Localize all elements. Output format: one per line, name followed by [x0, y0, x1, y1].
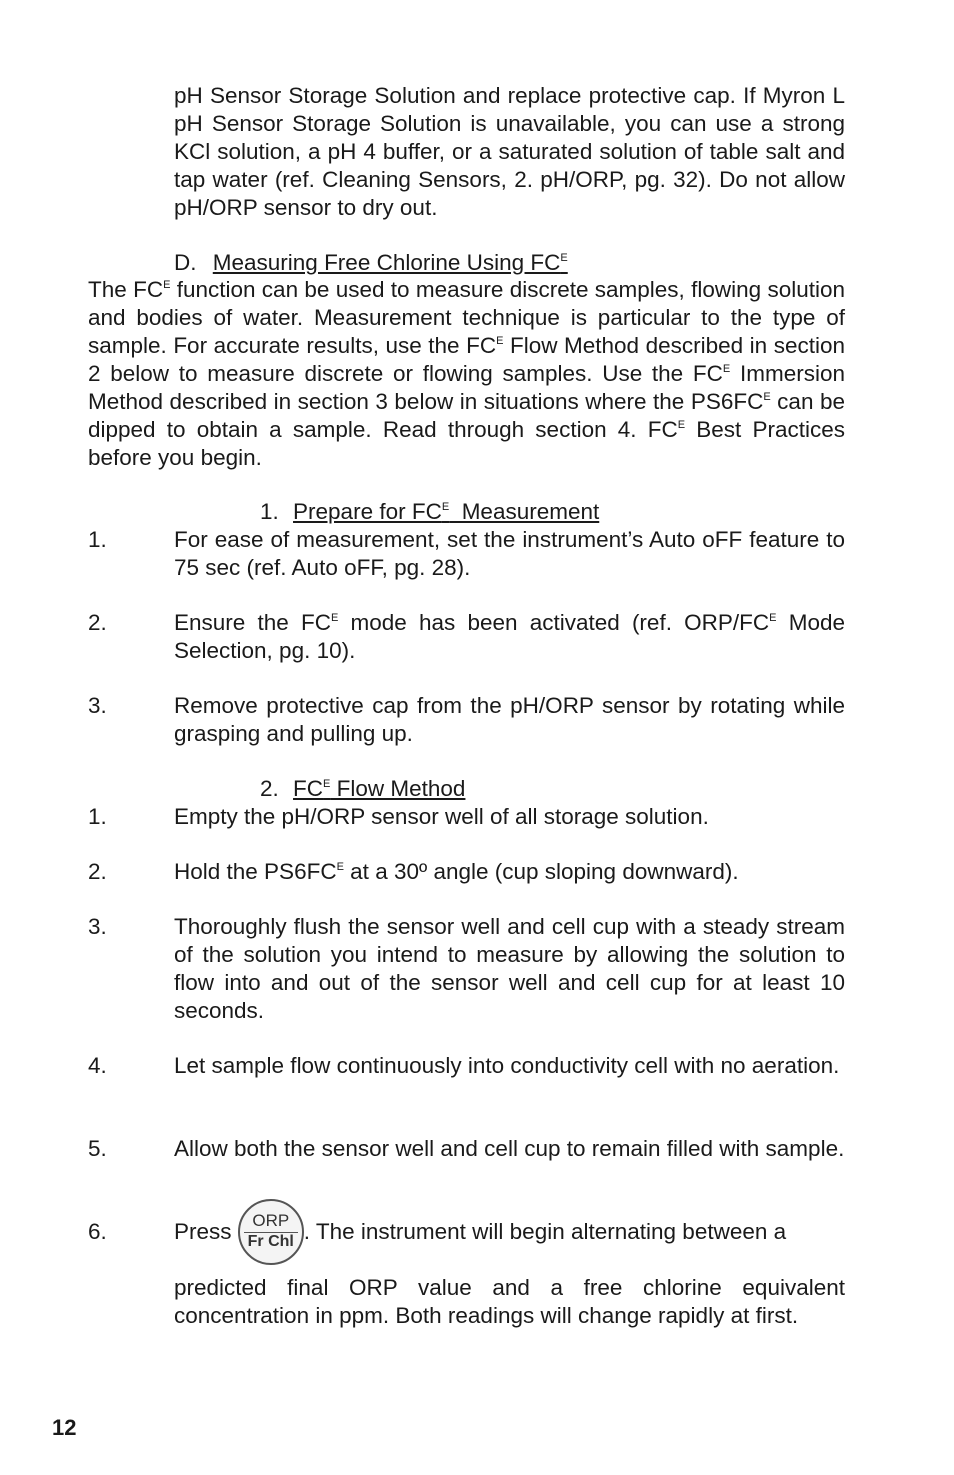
section-d-title: Measuring Free Chlorine Using $FC^E$	[212, 250, 568, 275]
orp-fr-chl-key-icon: ORP Fr Chl	[238, 1199, 304, 1265]
list-item-continuation: predicted final ORP value and a free chlorine equivalent concentration in ppm. Both readings will change rapidly at first.	[174, 1275, 845, 1328]
subsection-2-title: $FC^E$ Flow Method	[293, 776, 466, 801]
intro-paragraph: pH Sensor Storage Solution and replace protective cap. If Myron L pH Sensor Storage Solution is unavailable, you can use a strong KCl solution, a pH 4 buffer, or a saturated solution of table salt and tap water (ref. Cleaning Sensors, 2. pH/ORP, pg. 32). Do not allow pH/ORP sensor to dry out.	[174, 83, 845, 220]
section-d-letter: D.	[174, 250, 197, 275]
section-d-heading	[174, 249, 568, 277]
section-d-paragraph: The $FC^E$ function can be used to measure discrete samples, flowing solution and bodies of water. Measurement technique is particular to the type of sample. For accurate results, use the $FC^E$ Flow Method described in section 2 below to measure discrete or flowing samples. Use the $FC^E$ Immersion Method described in section 3 below in situations where the $PS6FC^E$ can be dipped to obtain a sample. Read through section 4. $FC^E$ Best Practices before you begin.	[88, 277, 846, 470]
subsection-1-heading: 1. Prepare for $FC^E$ Measurement	[260, 499, 600, 524]
subsection-1-title: Prepare for $FC^E$ Measurement	[293, 499, 600, 524]
manual-page: pH Sensor Storage Solution and replace protective cap. If Myron L pH Sensor Storage Solution is unavailable, you can use a strong KCl solution, a pH 4 buffer, or a saturated solution of table salt and tap water (ref. Cleaning Sensors, 2. pH/ORP, pg. 32). Do not allow pH/ORP sensor to dry out. D. Measuring Free Chlorine Using $FC^E$ The $FC^E$ function can be used to measure discrete samples, flowing solution and bodies of water. Measurement technique is particular to the type of sample. For accurate results, use the $FC^E$ Flow Method described in section 2 below to measure discrete or flowing samples. Use the $FC^E$ Immersion Method described in section 3 below in situations where the $PS6FC^E$ can be dipped to obtain a sample. Read through section 4. $FC^E$ Best Practices before you begin. 1. Prepare for $FC^E$ Measurement 1. For ease of measurement, set the instrument’s Auto oFF feature to 75 sec (ref. Auto oFF, pg. 28). 2. Ensure the $FC^E$ mode has been activated (ref. ORP/$FC^E$ Mode Selection, pg. 10). 3. Remove protective cap from the pH/ORP sensor by rotating while grasping and pulling up. 2. $FC^E$ Flow Method 1. Empty the pH/ORP sensor well of all storage solution. 2. Hold the $PS6FC^E$ at a 30º angle (cup sloping downward). 3. Thoroughly flush the sensor well and cell cup with a steady stream of the solution you intend to measure by allowing the solution to flow into and out of the sensor well and cell cup for at least 10 seconds. 4. Let sample flow continuously into conductivity cell with no aeration. 5. Allow both the sensor well and cell cup to remain filled with sample. 6. Press ORP Fr Chl . The instrument will begin alternating between a predicted final ORP value and a free chlorine equivalent concentration in ppm. Both readings will change rapidly at first. 12	[52, 83, 846, 1440]
page-number: 12	[52, 1415, 77, 1440]
subsection-2-heading: 2. $FC^E$ Flow Method	[260, 776, 466, 801]
